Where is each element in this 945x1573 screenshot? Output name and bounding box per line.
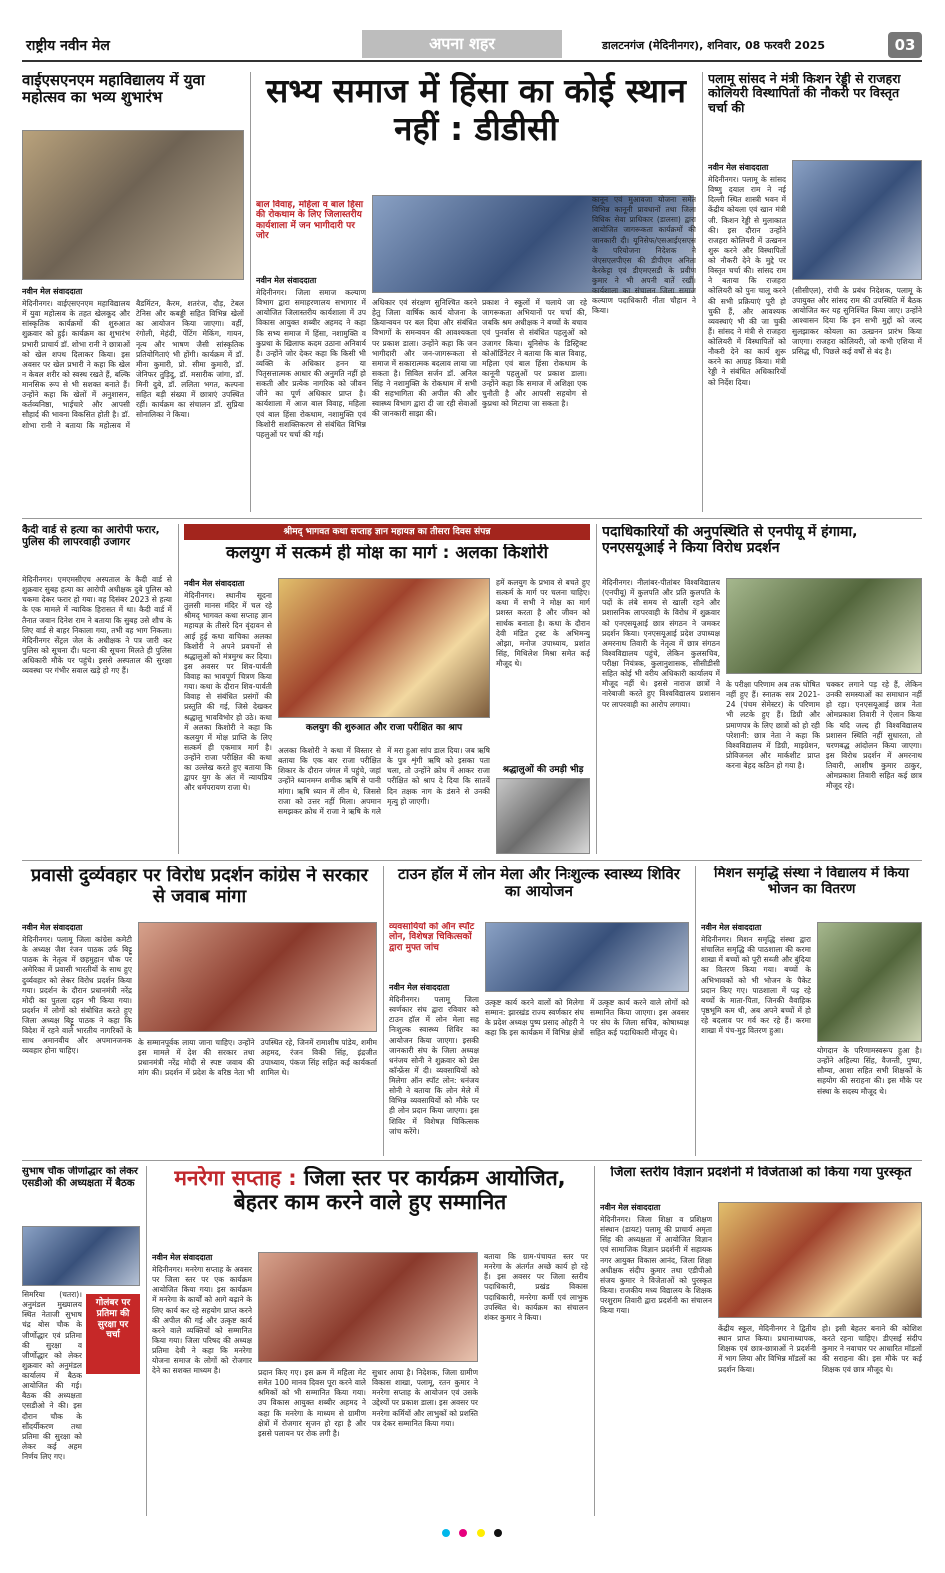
subhash-quote: गोलंबर पर प्रतिमा की सुरक्षा पर चर्चा [86,1294,140,1374]
magenta-dot [459,1529,467,1537]
mp-headline-box [708,72,922,158]
youth-fest-byline: नवीन मेल संवाददाता [22,287,83,296]
subhash-headline-box [22,1166,140,1222]
congress-col2 [138,1038,377,1152]
ddc-headline: सभ्य समाज में हिंसा का कोई स्थान नहीं : डीडीसी [266,72,686,148]
mission-body: मेदिनीनगर। मिशन समृद्धि संस्था द्वारा संचालित समृद्धि की पाठशाला की करमा शाखा में बच्चों को पूरी सब्जी और बुंदिया का वितरण किया गया। बच्चों के अभिभावकों को भी भोजन के पैकेट प्रदान किए गए। पाठशाला में पढ़ रहे बच्चों के माता-पिता, जिनकी वैवाहिक पृष्ठभूमि कम थी, अब अपने बच्चों में हो रहे बदलाव पर गर्व कर रहे हैं। करमा शाखा में पंच-मुड़ वितरण हुआ। [701,935,811,1036]
katha-col2 [278,746,490,854]
mp-body: मेदिनीनगर। पलामू के सांसद विष्णु दयाल राम ने नई दिल्ली स्थित शास्त्री भवन में केंद्रीय कोयला एवं खान मंत्री जी. किशन रेड्डी से मुलाकात की। इस दौरान उन्होंने राजहरा कोलियरी में उत्खनन शुरू करने और विस्थापितों को नौकरी देने के मुद्दे पर विस्तृत चर्चा की। सांसद राम ने बताया कि राजहरा कोलियरी को पुनः चालू करने की सभी प्रक्रियाएं पूरी हो चुकी हैं, और आवश्यक व्यवस्थाएं भी की जा चुकी हैं। सांसद ने मंत्री से राजहरा कोलियरी में विस्थापितों को नौकरी देने का कार्य शुरू करने का आग्रह किया। मंत्री रेड्डी ने संबंधित अधिकारियों को निर्देश दिया। [708,175,786,387]
prisoner-headline-box [22,524,172,572]
katha-body: मेदिनीनगर। स्थानीय सूदना तुलसी मानस मंदिर में चल रहे श्रीमद् भागवत कथा सप्ताह ज्ञान महायज्ञ के तीसरे दिन वृंदावन से आई हुई कथा वाचिका अलका किशोरी ने अपने प्रवचनों से श्रद्धालुओं को मंत्रमुग्ध कर दिया। इस अवसर पर शिव-पार्वती विवाह का भावपूर्ण चित्रण किया गया। कथा के दौरान शिव-पार्वती विवाह से संबंधित प्रसंगों की प्रस्तुति की गई, जिसे देखकर श्रद्धालु भावविभोर हो उठे। कथा में अलका किशोरी ने कहा कि कलयुग में मोक्ष प्राप्ति के लिए सत्कर्म ही एकमात्र मार्ग है। उन्होंने राजा परीक्षित की कथा का उल्लेख करते हुए बताया कि द्वापर युग के अंत में न्यायप्रिय और धर्मपरायण राजा थे। [184,591,272,793]
mp-body2: (सीसीएल), रांची के प्रबंध निदेशक, पलामू के उपायुक्त और सांसद राम की उपस्थिति में बैठक आयोजित कर यह सुनिश्चित किया जाए। उन्होंने आश्वासन दिया कि इन सभी मुद्दों को जल्द सुलझाकर कोयला का उत्खनन प्रारंभ किया जाएगा। राजहरा कोलियरी, जो कभी एशिया में प्रसिद्ध थी, पिछले कई वर्षों से बंद है। [792,286,922,356]
subhash-photo [22,1226,140,1286]
mnrega-body: मेदिनीनगर। मनरेगा सप्ताह के अवसर पर जिला स्तर पर एक कार्यक्रम आयोजित किया गया। इस कार्यक्रम में मनरेगा के कार्यों को आगे बढ़ाने के लिए कार्य कर रहे सहयोग प्राप्त करने की अपील की गई और उत्कृष्ट कार्य करने वाले व्यक्तियों को सम्मानित किया गया। जिला परिषद की अध्यक्ष प्रतिमा देवी ने कहा कि मनरेगा योजना समाज के लोगों को रोजगार देने का सशक्त माध्यम है। [152,1265,252,1376]
ddc-kicker-box [256,200,366,270]
column-rule [383,866,384,1156]
column-rule [596,524,597,854]
youth-fest-photo [22,130,244,280]
loan-fair-byline: नवीन मेल संवाददाता [389,983,450,992]
prisoner-article [22,575,172,855]
ddc-col3 [482,298,587,513]
katha-photo [278,578,490,718]
mnrega-body4: बताया कि ग्राम-पंचायत स्तर पर मनरेगा के अंतर्गत अच्छे कार्य हो रहे हैं। इस अवसर पर जिला स्तरीय पदाधिकारी, प्रखंड विकास पदाधिकारी, मनरेगा कर्मी एवं लाभुक उपस्थित थे। कार्यक्रम का संचालन शंकर कुमार ने किया। [484,1252,588,1322]
page-header [22,30,922,62]
ddc-byline: नवीन मेल संवाददाता [256,276,317,285]
loan-fair-col2 [485,998,689,1152]
nsui-headline: पदाधिकारियों की अनुपस्थिति से एनपीयू में हंगामा, एनएसयूआई ने किया विरोध प्रदर्शन [602,524,858,557]
cyan-dot [442,1529,450,1537]
subhash-body: सिमरिया (चतरा)। अनुमंडल मुख्यालय स्थित नेताजी सुभाष चंद्र बोस चौक के जीर्णोद्धार एवं प्रतिमा की सुरक्षा व जीर्णोद्धार को लेकर शुक्रवार को अनुमंडल कार्यालय में बैठक आयोजित की गई। बैठक की अध्यक्षता एसडीओ ने की। इस दौरान चौक के सौंदर्यीकरण तथा प्रतिमा की सुरक्षा को लेकर कई अहम निर्णय लिए गए। [22,1290,82,1461]
science-body3: हो। इसी बेहतर बनाने की कोशिश करते रहना चाहिए। डीएसई संदीप कुमार ने नवाचार पर आधारित मॉडलों की सराहना की। इस मौके पर कई शिक्षक एवं छात्र मौजूद थे। [822,1324,922,1374]
katha-caption-1: कलयुग की शुरुआत और राजा परीक्षित का श्राप [305,723,463,733]
katha-body2: अलका किशोरी ने कथा में विस्तार से बताया कि एक बार राजा परीक्षित शिकार के दौरान जंगल में पहुंचे, जहां उन्होंने ध्यानमग्न शमीक ऋषि से पानी मांगा। ऋषि ध्यान में लीन थे, जिससे राजा को उत्तर नहीं मिला। अपमान समझकर क्रोध में राजा ने ऋषि के गले में मरा हुआ सांप डाल दिया। जब ऋषि के पुत्र शृंगी ऋषि को इसका पता चला, तो उन्होंने क्रोध में आकर राजा परीक्षित को श्राप दे दिया कि सातवें दिन तक्षक नाग के डंसने से उनकी मृत्यु हो जाएगी। [278,746,490,816]
science-col3 [822,1324,922,1520]
ddc-col2 [372,298,477,513]
mnrega-col2 [258,1368,366,1520]
youth-fest-headline-box [22,72,244,128]
paper-name: राष्ट्रीय नवीन मेल [26,38,110,54]
mnrega-byline: नवीन मेल संवाददाता [152,1253,213,1262]
nsui-body: मेदिनीनगर। नीलांबर-पीतांबर विश्वविद्यालय (एनपीयू) में कुलपति और प्रति कुलपति के पदों के लंबे समय से खाली रहने और प्रशासनिक लापरवाही के विरोध में शुक्रवार को एनएसयूआई छात्र संगठन ने जमकर प्रदर्शन किया। एनएसयूआई प्रदेश उपाध्यक्ष अमरनाथ तिवारी के नेतृत्व में छात्र संगठन विश्वविद्यालय पहुंचे, लेकिन कुलसचिव, परीक्षा नियंत्रक, कुलानुशासक, सीसीडीसी सहित कोई भी वरीय अधिकारी कार्यालय में मौजूद नहीं थे। इससे नाराज छात्रों ने नारेबाजी करते हुए विश्वविद्यालय प्रशासन पर लापरवाही का आरोप लगाया। [602,578,720,709]
congress-headline-box [22,866,377,918]
congress-byline: नवीन मेल संवाददाता [22,923,83,932]
column-rule [178,524,179,854]
nsui-photo [726,578,922,674]
mission-photo [817,922,922,1042]
column-rule [146,1166,147,1516]
nsui-body3: चक्कर लगाने पड़ रहे हैं, लेकिन उनकी समस्याओं का समाधान नहीं हो रहा। एनएसयूआई छात्र नेता ओमप्रकाश तिवारी ने ऐलान किया कि यदि जल्द ही विश्वविद्यालय प्रशासन स्थिति नहीं सुधारता, तो चरणबद्ध आंदोलन किया जाएगा। इस विरोध प्रदर्शन में अमरनाथ तिवारी, आशीष कुमार ठाकुर, ओमप्रकाश तिवारी सहित कई छात्र मौजूद रहे। [826,680,922,791]
nsui-col1 [602,578,720,854]
katha-headline: कलयुग में सत्कर्म ही मोक्ष का मार्ग : अलका किशोरी [225,544,549,563]
page-number: 03 [888,32,922,58]
science-byline: नवीन मेल संवाददाता [600,1203,661,1212]
dateline: डालटनगंज (मेदिनीनगर), शनिवार, 08 फरवरी 2025 [602,39,826,52]
mnrega-headline: जिला स्तर पर कार्यक्रम आयोजित, बेहतर काम करने वाले हुए सम्मानित [233,1166,566,1215]
mission-byline: नवीन मेल संवाददाता [701,923,762,932]
loan-fair-photo [485,922,689,992]
ddc-col1 [256,275,366,515]
column-rule [594,1166,595,1516]
mp-col1 [708,162,786,512]
mnrega-col1 [152,1252,252,1520]
katha-col3 [496,578,590,758]
mnrega-col3 [372,1368,478,1520]
yellow-dot [477,1529,485,1537]
column-rule [695,866,696,1156]
mp-col2 [792,286,922,512]
mission-body2: योगदान के परिणामस्वरूप हुआ है। उन्होंने अहिल्या सिंह, वैजन्ती, पुष्पा, सौम्या, आशा सहित सभी शिक्षकों के सहयोग की सराहना की। इस मौके पर संस्था के सदस्य मौजूद थे। [817,1046,922,1096]
ddc-kicker: बाल विवाह, महिला व बाल हिंसा की रोकथाम के लिए जिलास्तरीय कार्यशाला में जन भागीदारी पर जोर [256,200,364,242]
congress-photo [138,922,377,1032]
ddc-col4 [592,195,696,513]
youth-fest-article [22,286,244,516]
mp-photo [792,160,922,280]
subhash-col1 [22,1290,82,1520]
print-registration-bar [22,1522,922,1538]
column-rule [250,72,251,512]
science-col1 [600,1202,712,1520]
mnrega-col4 [484,1252,588,1520]
science-headline: जिला स्तरीय विज्ञान प्रदर्शनी में विजेताओं को किया गया पुरस्कृत [610,1166,912,1180]
youth-fest-headline: वाईएसएनएम महाविद्यालय में युवा महोत्सव का भव्य शुभारंभ [22,72,205,107]
katha-body3: हमें कलयुग के प्रभाव से बचते हुए सत्कर्म के मार्ग पर चलना चाहिए। कथा में सभी ने मोक्ष का मार्ग प्रशस्त करता है और जीवन को सार्थक बनाता है। कथा के दौरान देवी मंडित ट्रस्ट के अभिमन्यु ओझा, मनोज उपाध्याय, प्रशांत सिंह, मिथिलेश मिश्रा समेत कई मौजूद थे। [496,578,590,668]
loan-fair-col1 [389,982,479,1152]
black-dot [494,1529,502,1537]
ddc-body1: मेदिनीनगर। जिला समाज कल्याण विभाग द्वारा समाहरणालय सभागार में आयोजित जिलास्तरीय कार्यशाला में उप विकास आयुक्त शब्बीर अहमद ने कहा कि सभ्य समाज में हिंसा, नशामुक्ति व कुप्रथा के खिलाफ कदम उठाना अनिवार्य है। उन्होंने जोर देकर कहा कि किसी भी व्यक्ति के अधिकार हनन या पितृसत्तात्मक आधार की अनुमति नहीं हो सकती और प्रत्येक नागरिक को जीवन जीने का पूर्ण अधिकार प्राप्त है। कार्यशाला में आज बाल विवाह, महिला एवं बाल हिंसा रोकथाम, नशामुक्ति एवं किशोरी सशक्तिकरण से संबंधित विभिन्न पहलुओं पर चर्चा की गई। [256,288,366,439]
congress-body2: के सम्मानपूर्वक लाया जाना चाहिए। उन्होंने इस मामले में देश की सरकार तथा प्रधानमंत्री नरेंद्र मोदी से स्पष्ट जवाब की मांग की। प्रदर्शन में प्रदेश के वरिष्ठ नेता भी उपस्थित रहे, जिनमें रामाशीष पांडेय, शमीम अहमद, रंजन विकी सिंह, इंद्रजीत उपाध्याय, पंकज सिंह सहित कई कार्यकर्ता शामिल थे। [138,1038,377,1078]
mnrega-photo [258,1252,478,1362]
nsui-headline-box [602,524,922,572]
loan-fair-kicker: व्यवसायियों को ऑन स्पॉट लोन, विशेषज्ञ चिकित्सकों द्वारा मुफ्त जांच [389,922,475,953]
subhash-headline: सुभाष चौक जीर्णोद्धार को लेकर एसडीओ की अध्यक्षता में बैठक [22,1166,139,1189]
science-body2: केंद्रीय स्कूल, मेदिनीनगर ने द्वितीय स्थान प्राप्त किया। प्रधानाध्यापक, शिक्षक एवं छात्र-छात्राओं ने प्रदर्शनी में भाग लिया और विभिन्न मॉडलों का प्रदर्शन किया। [718,1324,816,1374]
nsui-col2 [726,680,820,854]
congress-body: मेदिनीनगर। पलामू जिला कांग्रेस कमेटी के अध्यक्ष जैश रंजन पाठक उर्फ बिट्टू पाठक के नेतृत्व में छहमुहान चौक पर अमेरिका में प्रवासी भारतीयों के साथ हुए दुर्व्यवहार को लेकर विरोध प्रदर्शन किया गया। प्रदर्शन के दौरान प्रधानमंत्री नरेंद्र मोदी का पुतला दहन भी किया गया। प्रदर्शन में लोगों को संबोधित करते हुए जिला अध्यक्ष बिट्टू पाठक ने कहा कि विदेश में रहने वाले भारतीय नागरिकों के साथ अमानवीय और अपमानजनक व्यवहार होना चाहिए। [22,935,132,1056]
mp-byline: नवीन मेल संवाददाता [708,163,769,172]
ddc-headline-box [256,72,696,188]
mission-headline-box [701,866,922,918]
youth-fest-body: मेदिनीनगर। वाईएसएनएम महाविद्यालय में युवा महोत्सव के तहत खेलकूद और सांस्कृतिक कार्यक्रमों की शुरुआत शुक्रवार को हुई। कार्यक्रम का शुभारंभ प्रभारी प्राचार्य डॉ. शोभा रानी ने छात्राओं को खेल शपथ दिलाकर किया। इस अवसर पर खेल प्रभारी ने कहा कि खेल न केवल शरीर को स्वस्थ रखते हैं, बल्कि मानसिक रूप से भी सशक्त बनाते हैं। उन्होंने कहा कि खेलों में अनुशासन, कर्तव्यनिष्ठा, भाईचारे और आपसी सौहार्द की भावना विकसित होती है। डॉ. शोभा रानी ने बताया कि महोत्सव में बैडमिंटन, कैरम, शतरंज, दौड़, टेबल टेनिस और कबड्डी सहित विभिन्न खेलों का आयोजन किया जाएगा। वहीं, रंगोली, मेहंदी, पेंटिंग मेकिंग, गायन, नृत्य और भाषण जैसी सांस्कृतिक प्रतियोगिताएं भी होंगी। कार्यक्रम में डॉ. मीना कुमारी, प्रो. सीमा कुमारी, डॉ. जेनिफर तुड़िदु, डॉ. मसारीक जांगा, डॉ. मिनी दुबे, डॉ. ललिता भगत, कल्पना सहित बड़ी संख्या में छात्राएं उपस्थित रहीं। कार्यक्रम का संचालन डॉ. सुप्रिया सोनालिका ने किया। [22,299,244,430]
katha-crowd-photo [496,778,590,854]
mission-headline: मिशन समृद्धि संस्था ने विद्यालय में किया भोजन का वितरण [714,866,909,897]
katha-strip: श्रीमद् भागवत कथा सप्ताह ज्ञान महायज्ञ का तीसरा दिवस संपन्न [184,524,590,540]
ddc-body2: अधिकार एवं संरक्षण सुनिश्चित करने हेतु जिला वार्षिक कार्य योजना के क्रियान्वयन पर बल दिया और संबंधित विभागों के समन्वयन की आवश्यकता पर प्रकाश डाला। उन्होंने कहा कि जन भागीदारी और जन-जागरूकता से समाज में सकारात्मक बदलाव लाया जा सकता है। सिविल सर्जन डॉ. अनिल सिंह ने नशामुक्ति के रोकथाम में सभी की सहभागिता की अपील की और स्वास्थ्य विभाग द्वारा दी जा रही सेवाओं की जानकारी साझा की। [372,298,477,419]
section-title: अपना शहर [362,30,562,58]
mnrega-headline-box [152,1166,588,1246]
row-rule [22,518,922,519]
mission-col1 [701,922,811,1152]
science-photo [718,1202,922,1318]
prisoner-headline: कैदी वार्ड से हत्या का आरोपी फरार, पुलिस की लापरवाही उजागर [22,524,160,549]
row-rule [22,860,922,861]
science-headline-box [600,1166,922,1196]
ddc-body3: प्रकाश ने स्कूलों में चलाये जा रहे जागरूकता अभियानों पर चर्चा की, जबकि श्रम अधीक्षक ने बच्चों के बचाव एवं पुनर्वास से संबंधित पहलुओं को उजागर किया। यूनिसेफ के डिस्ट्रिक्ट कोऑर्डिनेटर ने बताया कि बाल विवाह, महिला एवं बाल हिंसा रोकथाम के कानूनी पहलुओं पर प्रकाश डाला। उन्होंने कहा कि समाज में अशिक्षा एक चुनौती है और आपसी सहयोग से कुप्रथा को मिटाया जा सकता है। [482,298,587,409]
column-rule [702,72,703,512]
newspaper-page [22,30,922,1550]
loan-fair-body2: उत्कृष्ट कार्य करने वालों को मिलेगा सम्मान: झारखंड राज्य स्वर्णकार संघ के प्रदेश अध्यक्ष पुष्प प्रसाद ओहरी ने कहा कि इस कार्यक्रम में विभिन्न क्षेत्रों में उत्कृष्ट कार्य करने वाले लोगों को सम्मानित किया जाएगा। इस अवसर पर संघ के जिला सचिव, कोषाध्यक्ष सहित कई पदाधिकारी मौजूद थे। [485,998,689,1038]
congress-headline: प्रवासी दुर्व्यवहार पर विरोध प्रदर्शन कांग्रेस ने सरकार से जवाब मांगा [31,866,368,907]
mnrega-body3: सुधार आया है। निदेशक, जिला ग्रामीण विकास शाखा, पलामू, रतन कुमार ने मनरेगा सप्ताह के आयोजन एवं उसके उद्देश्यों पर प्रकाश डाला। इस अवसर पर मनरेगा कर्मियों और लाभुकों को प्रशस्ति पत्र देकर सम्मानित किया गया। [372,1368,478,1428]
science-col2 [718,1324,816,1520]
katha-caption-2: श्रद्धालुओं की उमड़ी भीड़ [502,765,584,775]
mnrega-body2: प्रदान किए गए। इस क्रम में महिला मेट समेत 100 मानव दिवस पूरा करने वाले श्रमिकों को भी सम्मानित किया गया। उप विकास आयुक्त शब्बीर अहमद ने कहा कि मनरेगा के माध्यम से ग्रामीण क्षेत्रों में रोजगार सृजन हो रहा है और इससे पलायन पर रोक लगी है। [258,1368,366,1438]
mp-headline: पलामू सांसद ने मंत्री किशन रेड्डी से राजहरा कोलियरी विस्थापितों की नौकरी पर विस्तृत चर्चा की [708,72,901,115]
loan-fair-kicker-box [389,922,479,978]
prisoner-body: मेदिनीनगर। एमएमसीएच अस्पताल के कैदी वार्ड से शुक्रवार सुबह हत्या का आरोपी अधीक्षक दुबे पुलिस को चकमा देकर फरार हो गया। वह दिसंबर 2023 से हत्या के एक मामले में न्यायिक हिरासत में था। कैदी वार्ड में तैनात जवान दिनेश राम ने बताया कि सुबह उसे शौच के लिए वार्ड से बाहर निकाला गया, तभी वह भाग निकला। मेदिनीनगर सेंट्रल जेल के अधीक्षक ने पत्र जारी कर पुलिस को सूचना दी। घटना की सूचना मिलते ही पुलिस अधिकारी मौके पर पहुंचे। इससे अस्पताल की सुरक्षा व्यवस्था पर गंभीर सवाल खड़े हो गए हैं। [22,575,172,676]
ddc-body4: कानून एवं मुआवजा योजना समेत विभिन्न कानूनी प्रावधानों तथा जिला विधिक सेवा प्राधिकार (डालसा) द्वारा आयोजित जागरूकता कार्यक्रमों की जानकारी दी। यूनिसेफ/एसआईएसएस के परियोजना निदेशक ने जेएसएलपीएस की डीपीएम अनिता केरकेट्टा एवं डीएमएसडी के प्रवीण कुमार ने भी अपनी बातें रखीं। कार्यशाला का संचालन जिला समाज कल्याण पदाधिकारी नीता चौहान ने किया। [592,195,696,316]
nsui-col3 [826,680,922,854]
katha-byline: नवीन मेल संवाददाता [184,579,245,588]
katha-headline-box [184,544,590,574]
loan-fair-body: मेदिनीनगर। पलामू जिला स्वर्णकार संघ द्वारा रविवार को टाउन हॉल में लोन मेला सह निःशुल्क स्वास्थ्य शिविर का आयोजन किया जाएगा। इसकी जानकारी संघ के जिला अध्यक्ष धनंजय सोनी ने शुक्रवार को प्रेस कॉन्फ्रेंस में दी। व्यवसायियों को मिलेगा ऑन स्पॉट लोन: धनंजय सोनी ने बताया कि लोन मेले में विभिन्न व्यवसायियों को मौके पर ही लोन प्रदान किया जाएगा। इस शिविर में विशेषज्ञ चिकित्सक जांच करेंगे। [389,995,479,1136]
katha-col1 [184,578,272,854]
science-body: मेदिनीनगर। जिला शिक्षा व प्रशिक्षण संस्थान (डायट) पलामू की प्राचार्य अमृता सिंह की अध्यक्षता में आयोजित विज्ञान एवं सामाजिक विज्ञान प्रदर्शनी में सहायक नगर आयुक्त विकास आनंद, जिला शिक्षा अधीक्षक संदीप कुमार तथा एडीपीओ संजय कुमार ने विजेताओं को पुरस्कृत किया। राजकीय मध्य विद्यालय के शिक्षक परशुराम तिवारी द्वारा प्रदर्शनी का संचालन किया गया। [600,1215,712,1316]
loan-fair-headline-box [389,866,689,918]
row-rule [22,1160,922,1161]
loan-fair-headline: टाउन हॉल में लोन मेला और निःशुल्क स्वास्थ्य शिविर का आयोजन [398,866,680,901]
mnrega-headline-prefix: मनरेगा सप्ताह : [174,1166,297,1190]
mission-col2 [817,1046,922,1152]
nsui-body2: के परीक्षा परिणाम अब तक घोषित नहीं हुए हैं। स्नातक सत्र 2021-24 (पंचम सेमेस्टर) के परिणाम भी लटके हुए हैं। डिग्री और प्रमाणपत्र के लिए छात्रों को हो रही परेशानी: छात्र नेता ने कहा कि विश्वविद्यालय में डिग्री, माइग्रेशन, प्रोविजनल और मार्कशीट प्राप्त करना बेहद कठिन हो गया है। [726,680,820,770]
congress-col1 [22,922,132,1152]
